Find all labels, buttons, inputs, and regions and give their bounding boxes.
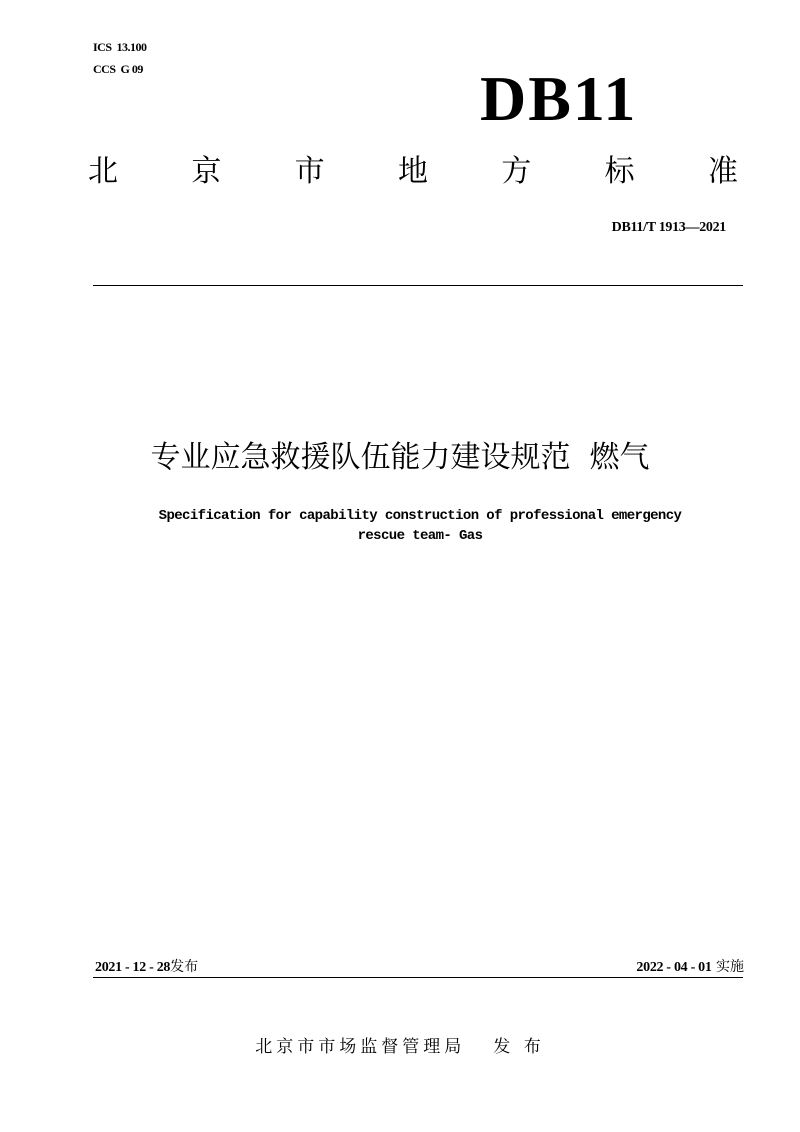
standard-type-char: 准 — [707, 154, 738, 189]
standard-type-char: 京 — [191, 154, 222, 189]
standard-type-char: 标 — [604, 154, 635, 189]
standard-type-char: 北 — [88, 154, 118, 189]
title-chinese: 专业应急救援队伍能力建设规范 燃气 — [150, 440, 650, 475]
implementation-date — [560, 958, 744, 977]
title-english-line: Specification for capability construction of professional emergency — [158, 508, 682, 524]
ccs-code: CCS G 09 — [93, 62, 143, 76]
standard-type-char: 市 — [294, 154, 325, 189]
standard-mark: DB11 — [480, 63, 638, 134]
implementation-date-value: 2022 - 04 - 01 — [636, 960, 712, 975]
standard-type-char: 方 — [501, 154, 532, 189]
publisher-name: 北京市市场监督管理局 — [255, 1037, 466, 1057]
standard-number: DB11/T 1913—2021 — [611, 220, 726, 235]
footer-divider — [93, 977, 743, 978]
standard-type-char: 地 — [397, 154, 428, 189]
publisher-action: 发 布 — [493, 1037, 545, 1057]
title-english-line: rescue team- Gas — [357, 528, 483, 544]
ics-code: ICS 13.100 — [93, 40, 147, 54]
implementation-date-label: 实施 — [716, 959, 744, 975]
standard-type — [88, 152, 738, 192]
issue-date — [95, 958, 198, 977]
issue-date-value: 2021 - 12 - 28 — [95, 960, 171, 975]
publisher — [100, 1035, 700, 1059]
title-english — [80, 506, 760, 546]
issue-date-label: 发布 — [170, 959, 199, 975]
header-divider — [93, 285, 743, 286]
